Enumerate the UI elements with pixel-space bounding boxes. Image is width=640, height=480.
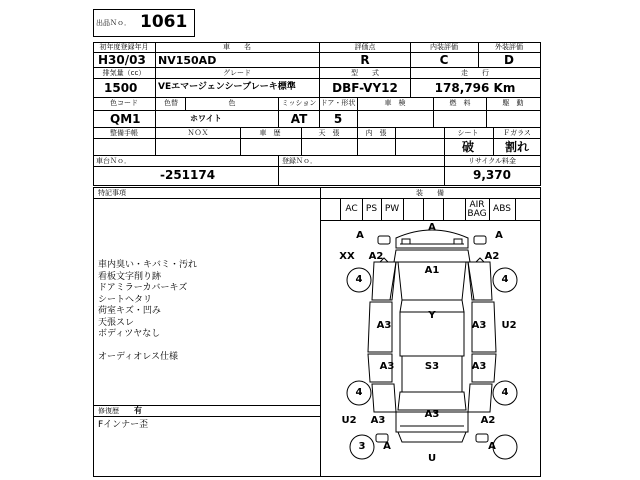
remark-line: 荷室キズ・凹み [98,306,161,316]
equipment-label: 装 備 [416,189,444,197]
damage-mark: 4 [355,387,363,398]
interior-score-label: 内装評価 [430,43,458,51]
recycle-value: 9,370 [473,168,511,182]
remark-line: ドアミラーカバーキズ [98,283,188,293]
damage-mark: A [488,441,496,452]
fglass-value: 割れ [504,140,530,154]
damage-mark: A1 [424,265,440,276]
color-label: 色 [228,99,236,107]
damage-mark: U2 [341,415,357,426]
model-code-label: 型 式 [351,69,379,77]
damage-mark: XX [339,251,355,262]
color-tone-label: 色替 [164,99,178,107]
damage-mark: A3 [370,415,386,426]
maintenance-label: 整備手帳 [110,129,138,137]
exterior-score-value: D [504,53,514,67]
seat-value: 破 [461,140,475,154]
color-code-value: QM1 [110,112,141,126]
sunroof-label: 天 張 [318,129,340,137]
damage-mark: A2 [484,251,500,262]
damage-mark: Y [428,310,436,321]
nox-label: ＮＯＸ [187,129,209,137]
repair-label: 修復歴 [98,407,119,415]
damage-mark: 4 [501,387,509,398]
score-value: R [360,53,370,67]
equipment-item: AC [345,204,358,214]
mileage-value: 178,796 Km [434,81,516,95]
recycle-label: リサイクル料金 [467,157,517,165]
remark-line: 天張スレ [98,317,135,328]
remark-line: 車内臭い・キバミ・汚れ [98,260,198,270]
equipment-item: PS [365,204,378,214]
repair-note: Fインナー歪 [98,420,149,430]
model-name-label: 車 名 [223,43,251,51]
remark-line: ボディツヤなし [98,329,161,339]
seat-label: シート [457,129,479,137]
reg-no-label: 登録Ｎｏ． [282,157,317,165]
mileage-label: 走 行 [461,69,489,77]
damage-mark: U2 [501,320,517,331]
damage-mark: 4 [355,274,363,285]
doors-value: 5 [333,112,343,126]
model-code-value: DBF-VY12 [332,81,398,95]
displacement-label: 排気量（cc） [102,69,146,77]
damage-mark: S3 [424,361,440,372]
damage-mark: A3 [471,361,487,372]
repair-value: 有 [134,406,142,415]
reg-year-value: H30/03 [98,53,146,67]
grade-value: VEエマージェンシーブレーキ標準 [158,82,296,92]
chassis-no-value: -251174 [160,168,216,182]
equipment-item: BAG [467,209,487,219]
remark-line: シートヘタリ [98,294,153,305]
damage-mark: A3 [379,361,395,372]
damage-mark: A3 [424,409,440,420]
chassis-no-label: 車台Ｎｏ． [96,157,131,165]
damage-mark: A [383,441,391,452]
damage-mark: U [427,453,437,464]
damage-mark: A2 [480,415,496,426]
doors-label: ドア・形状 [320,99,356,107]
exterior-score-label: 外装評価 [495,43,523,51]
color-code-label: 色コード [110,99,138,107]
color-value: ホワイト [190,114,222,123]
lot-number-label: 出品Ｎｏ． [96,19,131,27]
damage-mark: A3 [376,320,392,331]
damage-mark: A [428,222,436,233]
remarks-label: 特記事項 [98,189,126,197]
equipment-item: ABS [493,204,511,214]
interior-label: 内 張 [365,129,387,137]
score-label: 評価点 [354,43,376,51]
remark-line: オーディオレス仕様 [98,352,179,362]
equipment-item: AIR [469,200,485,210]
grade-label: グレード [223,69,251,77]
transmission-label: ミッション [281,99,317,107]
transmission-value: AT [290,112,308,126]
lot-number: 1061 [140,12,188,32]
damage-mark: A3 [471,320,487,331]
reg-year-label: 初年度登録年月 [99,43,149,51]
equipment-item: PW [384,204,400,214]
history-label: 車 歴 [259,129,281,137]
drive-label: 駆 動 [502,99,524,107]
displacement-value: 1500 [104,81,138,95]
model-name-value: NV150AD [158,54,217,67]
fuel-label: 燃 料 [449,99,471,107]
damage-mark: 3 [358,441,366,452]
interior-score-value: C [439,53,449,67]
damage-mark: A [495,230,503,241]
damage-mark: A2 [368,251,384,262]
remark-line: 看板文字削り跡 [98,271,162,282]
fglass-label: Ｆガラス [503,129,531,137]
damage-mark: A [356,230,364,241]
damage-mark: 4 [501,274,509,285]
inspection-label: 車 検 [384,99,406,107]
